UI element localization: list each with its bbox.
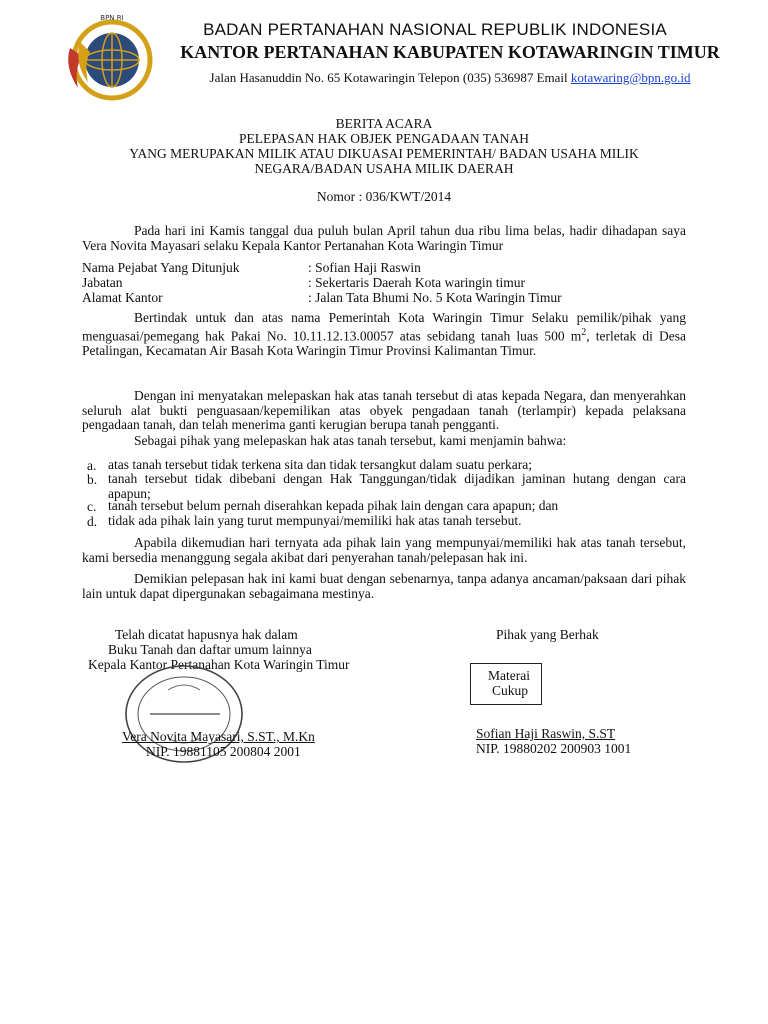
list-item: tanah tersebut belum pernah diserahkan kepada pihak lain dengan cara apapun; dan (108, 498, 559, 513)
materai-label-line2: Cukup (492, 683, 529, 698)
field-value-name: : Sofian Haji Raswin (308, 260, 421, 275)
paragraph-acting-text-a: Bertindak untuk dan atas nama Pemerintah Kota Waringin Timur Selaku pemilik/pihak yang menguasai/pemegang hak Pakai No. 10.11.12.13.00057 atas sebidang tanah luas 500 m (82, 310, 686, 344)
org-name-line2: KANTOR PERTANAHAN KABUPATEN KOTAWARINGIN TIMUR (180, 42, 720, 62)
list-item: atas tanah tersebut tidak terkena sita dan tidak tersangkut dalam suatu perkara; (108, 457, 532, 472)
field-value-office-address: : Jalan Tata Bhumi No. 5 Kota Waringin Timur (308, 290, 562, 305)
intro-paragraph: Pada hari ini Kamis tanggal dua puluh bulan April tahun dua ribu lima belas, hadir dihadapan saya Vera Novita Mayasari selaku Kepala Kantor Pertanahan Kota Waringin Timur (82, 223, 686, 253)
list-marker: d. (87, 514, 98, 529)
right-signatory-name: Sofian Haji Raswin, S.ST (476, 726, 616, 741)
right-signatory-nip: NIP. 19880202 200903 1001 (476, 741, 632, 756)
paragraph-closing: Demikian pelepasan hak ini kami buat dengan sebenarnya, tanpa adanya ancaman/paksaan dari pihak lain untuk dapat dipergunakan sebagaimana mestinya. (82, 571, 686, 601)
svg-text:BPN RI: BPN RI (100, 14, 124, 22)
field-label-position: Jabatan (82, 275, 123, 290)
list-marker: a. (87, 458, 97, 473)
list-marker: c. (87, 499, 97, 514)
field-label-name: Nama Pejabat Yang Ditunjuk (82, 260, 240, 275)
bpn-logo-icon (60, 12, 160, 108)
doc-title-line1: BERITA ACARA (335, 116, 433, 131)
paragraph-guarantee-intro: Sebagai pihak yang melepaskan hak atas tanah tersebut, kami menjamin bahwa: (134, 433, 567, 448)
doc-title-line2: PELEPASAN HAK OBJEK PENGADAAN TANAH (239, 131, 529, 146)
list-item: tanah tersebut tidak dibebani dengan Hak Tanggungan/tidak dijadikan jaminan hutang dengan cara apapun; (108, 471, 686, 501)
right-sig-role: Pihak yang Berhak (496, 627, 599, 642)
paragraph-acting-text-b: , terletak di Desa Petalingan, Kecamatan Air Basah Kota Waringin Timur Provinsi Kalimantan Timur. (82, 328, 686, 358)
list-item: tidak ada pihak lain yang turut mempunyai/memiliki hak atas tanah tersebut. (108, 513, 522, 528)
list-marker: b. (87, 472, 98, 487)
paragraph-release-statement: Dengan ini menyatakan melepaskan hak atas tanah tersebut di atas kepada Negara, dan menyerahkan seluruh alat bukti penguasaan/kepemilikan atas obyek pengadaan tanah (terlampir) kepada pelaksana pengadaan tanah, dan telah menerima ganti kerugian berupa tanah pengganti. (82, 388, 686, 433)
left-signatory-name: Vera Novita Mayasari, S.ST., M.Kn (122, 729, 315, 744)
left-signatory-nip: NIP. 19881105 200804 2001 (146, 744, 301, 759)
address-text: Jalan Hasanuddin No. 65 Kotawaringin Telepon (035) 536987 Email (209, 70, 571, 85)
org-name-line1: BADAN PERTANAHAN NASIONAL REPUBLIK INDONESIA (203, 20, 667, 39)
doc-title-line4: NEGARA/BADAN USAHA MILIK DAERAH (254, 161, 514, 176)
field-value-position: : Sekertaris Daerah Kota waringin timur (308, 275, 526, 290)
materai-label-line1: Materai (488, 668, 530, 683)
org-address (160, 70, 740, 86)
left-sig-line1: Telah dicatat hapusnya hak dalam (115, 627, 298, 642)
doc-number: Nomor : 036/KWT/2014 (316, 189, 452, 204)
paragraph-acting-on-behalf (82, 311, 686, 358)
area-superscript: 2 (581, 326, 587, 338)
doc-title-line3: YANG MERUPAKAN MILIK ATAU DIKUASAI PEMERINTAH/ BADAN USAHA MILIK (129, 146, 639, 161)
field-label-office-address: Alamat Kantor (82, 290, 163, 305)
left-sig-line2: Buku Tanah dan daftar umum lainnya (108, 642, 312, 657)
paragraph-liability: Apabila dikemudian hari ternyata ada pihak lain yang mempunyai/memiliki hak atas tanah tersebut, kami bersedia menanggung segala akibat dari penyerahan tanah/pelepasan hak ini. (82, 535, 686, 565)
left-sig-line3: Kepala Kantor Pertanahan Kota Waringin Timur (88, 657, 350, 672)
email-link[interactable]: kotawaring@bpn.go.id (570, 70, 691, 85)
